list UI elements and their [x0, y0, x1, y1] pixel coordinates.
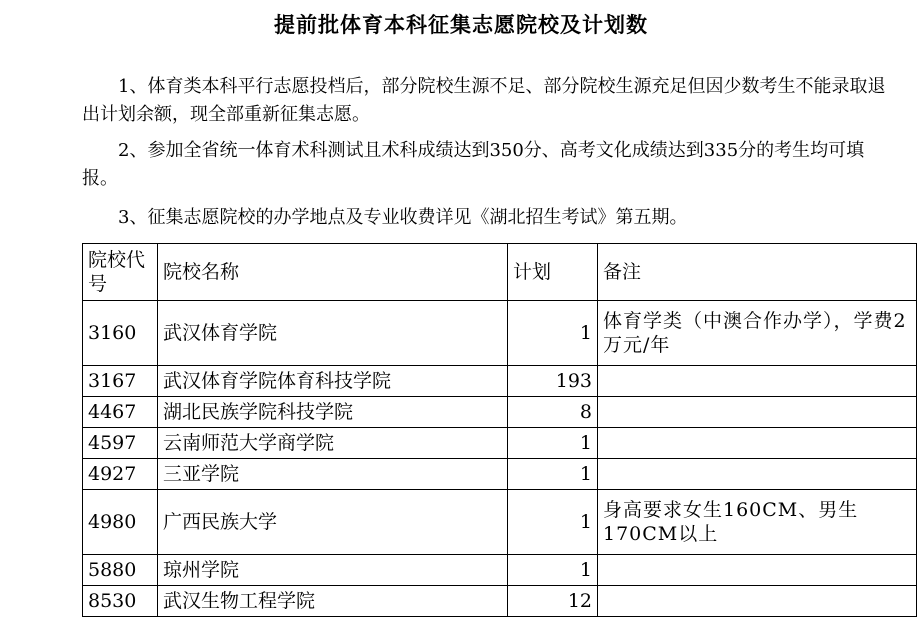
note-cell — [598, 428, 917, 459]
school-name-cell: 武汉体育学院体育科技学院 — [158, 366, 508, 397]
page-title: 提前批体育本科征集志愿院校及计划数 — [274, 13, 648, 37]
school-code-cell: 3167 — [83, 366, 158, 397]
school-name-cell: 琼州学院 — [158, 555, 508, 586]
table-row — [83, 397, 917, 428]
school-name-cell: 云南师范大学商学院 — [158, 428, 508, 459]
plan-count-cell: 8 — [508, 397, 598, 428]
school-code-cell: 4597 — [83, 428, 158, 459]
plan-count-cell: 1 — [508, 555, 598, 586]
note-cell — [598, 397, 917, 428]
school-name-cell: 三亚学院 — [158, 459, 508, 490]
table-row — [83, 490, 917, 555]
school-code-cell: 4927 — [83, 459, 158, 490]
paragraph-1: 1、体育类本科平行志愿投档后，部分院校生源不足、部分院校生源充足但因少数考生不能录取退出计划余额，现全部重新征集志愿。 — [82, 76, 886, 125]
school-code-cell: 5880 — [83, 555, 158, 586]
note-cell: 体育学类（中澳合作办学），学费2万元/年 — [598, 301, 917, 366]
admission-plan-table — [82, 243, 917, 617]
header-school-name: 院校名称 — [158, 244, 508, 301]
plan-count-cell: 12 — [508, 586, 598, 617]
school-code-cell: 4980 — [83, 490, 158, 555]
note-cell — [598, 586, 917, 617]
plan-count-cell: 1 — [508, 459, 598, 490]
school-name-cell: 武汉生物工程学院 — [158, 586, 508, 617]
table-row — [83, 586, 917, 617]
table-row — [83, 301, 917, 366]
school-code-cell: 8530 — [83, 586, 158, 617]
header-note: 备注 — [598, 244, 917, 301]
school-code-cell: 4467 — [83, 397, 158, 428]
paragraph-2: 2、参加全省统一体育术科测试且术科成绩达到350分、高考文化成绩达到335分的考生均可填报。 — [82, 140, 865, 189]
table-row — [83, 366, 917, 397]
plan-count-cell: 1 — [508, 428, 598, 459]
note-cell: 身高要求女生160CM、男生170CM以上 — [598, 490, 917, 555]
header-plan: 计划 — [508, 244, 598, 301]
school-name-cell: 广西民族大学 — [158, 490, 508, 555]
note-cell — [598, 555, 917, 586]
plan-count-cell: 1 — [508, 301, 598, 366]
table-row — [83, 428, 917, 459]
note-cell — [598, 366, 917, 397]
paragraph-3: 3、征集志愿院校的办学地点及专业收费详见《湖北招生考试》第五期。 — [118, 207, 688, 228]
school-code-cell: 3160 — [83, 301, 158, 366]
table-row — [83, 459, 917, 490]
plan-count-cell: 193 — [508, 366, 598, 397]
school-name-cell: 武汉体育学院 — [158, 301, 508, 366]
school-name-cell: 湖北民族学院科技学院 — [158, 397, 508, 428]
note-cell — [598, 459, 917, 490]
header-school-code: 院校代号 — [83, 244, 158, 301]
table-header-row — [83, 244, 917, 301]
plan-count-cell: 1 — [508, 490, 598, 555]
table-row — [83, 555, 917, 586]
